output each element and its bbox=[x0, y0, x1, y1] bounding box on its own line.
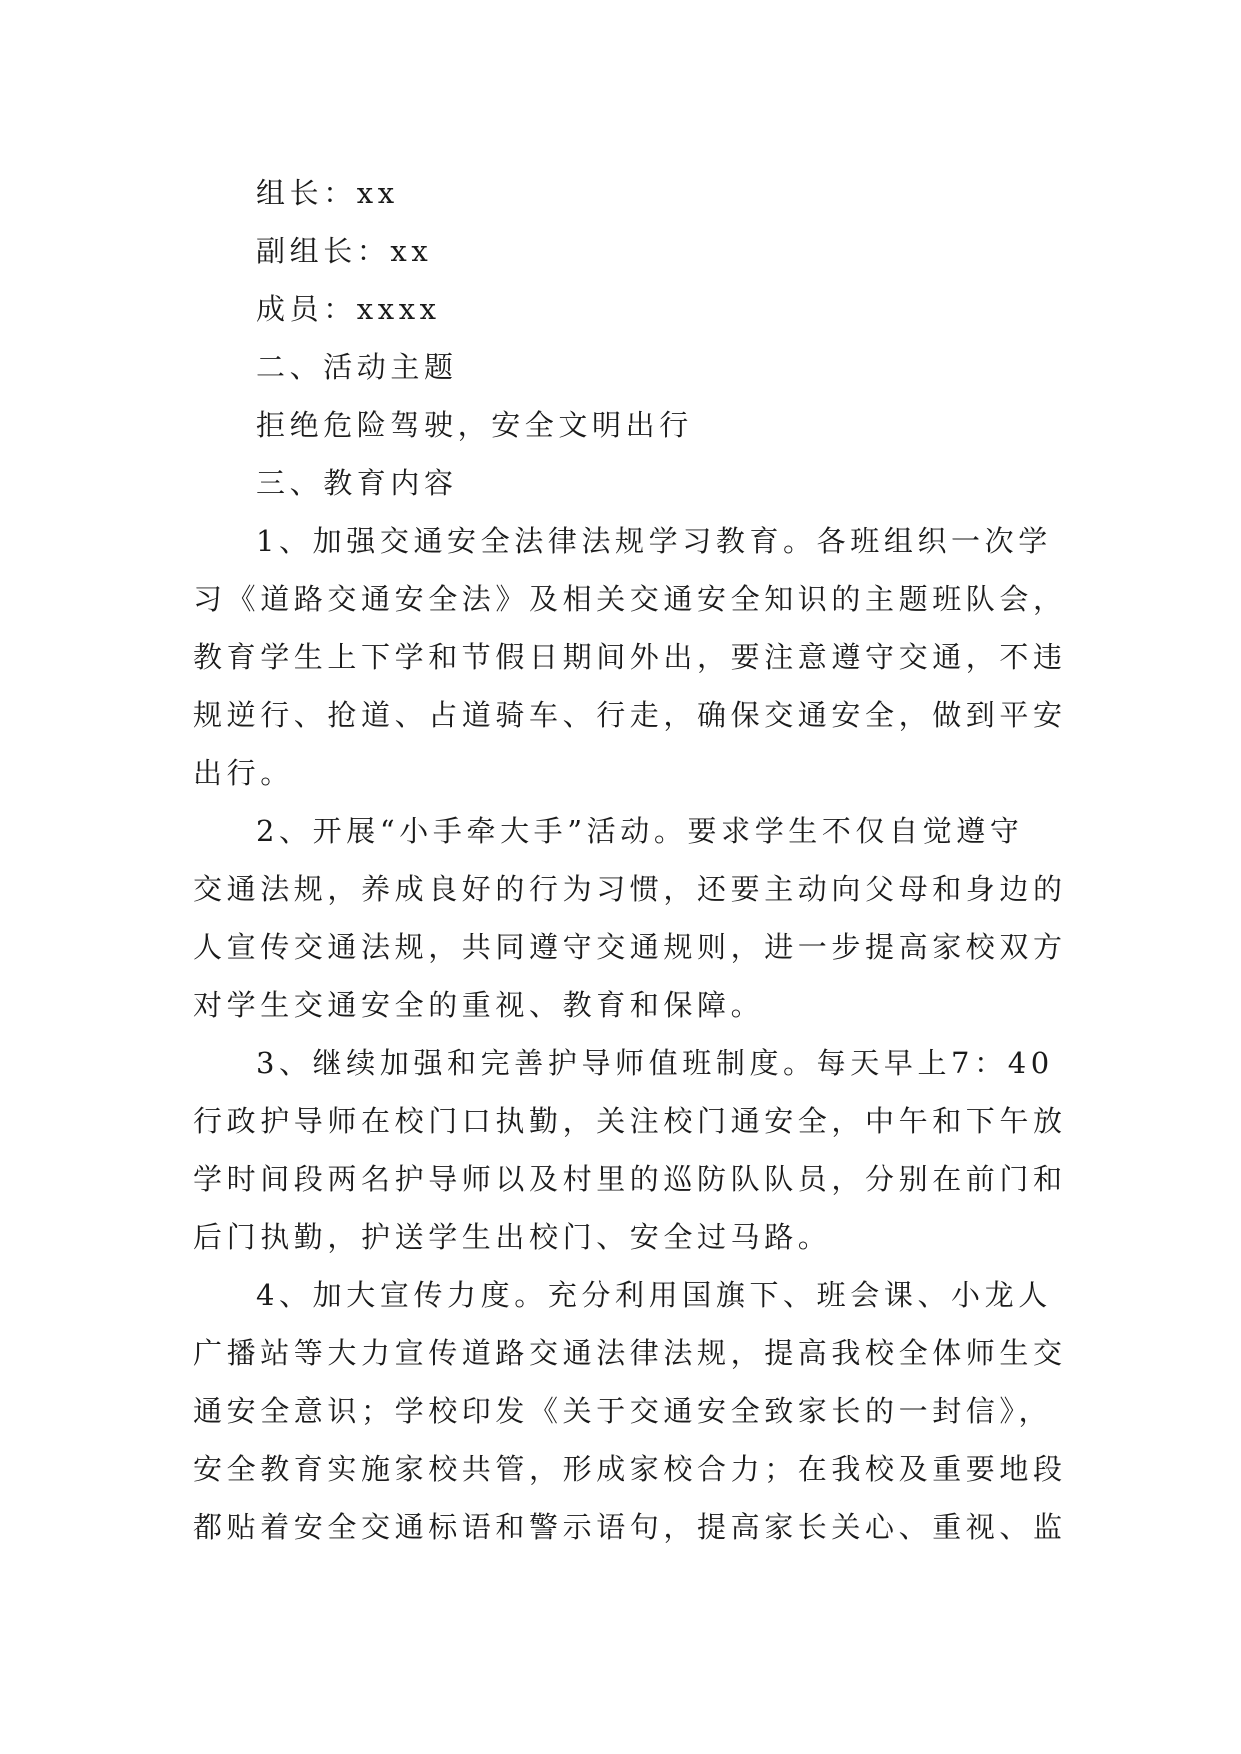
section-heading-content: 三、教育内容 bbox=[256, 466, 458, 500]
paragraph-line: 通安全意识；学校印发《关于交通安全致家长的一封信》， bbox=[193, 1394, 1053, 1428]
paragraph-line: 后门执勤，护送学生出校门、安全过马路。 bbox=[193, 1220, 832, 1254]
paragraph-line: 对学生交通安全的重视、教育和保障。 bbox=[193, 988, 765, 1022]
paragraph-2 bbox=[193, 802, 1067, 1034]
theme-text: 拒绝危险驾驶，安全文明出行 bbox=[256, 408, 693, 442]
paragraph-line: 规逆行、抢道、占道骑车、行走，确保交通安全，做到平安 bbox=[193, 698, 1067, 732]
paragraph-line: 广播站等大力宣传道路交通法律法规，提高我校全体师生交 bbox=[193, 1336, 1067, 1370]
paragraph-line: 教育学生上下学和节假日期间外出，要注意遵守交通，不违 bbox=[193, 640, 1067, 674]
paragraph-line: 学时间段两名护导师以及村里的巡防队队员，分别在前门和 bbox=[193, 1162, 1067, 1196]
members-line: 成员：xxxx bbox=[256, 292, 441, 326]
paragraph-line: 安全教育实施家校共管，形成家校合力；在我校及重要地段 bbox=[193, 1452, 1067, 1486]
paragraph-3 bbox=[193, 1034, 1067, 1266]
paragraph-line: 人宣传交通法规，共同遵守交通规则，进一步提高家校双方 bbox=[193, 930, 1067, 964]
document-body bbox=[193, 164, 1067, 1556]
paragraph-line: 2、开展“小手牵大手”活动。要求学生不仅自觉遵守 bbox=[256, 814, 1024, 848]
paragraph-line: 1、加强交通安全法律法规学习教育。各班组织一次学 bbox=[256, 524, 1052, 558]
paragraph-line: 行政护导师在校门口执勤，关注校门通安全，中午和下午放 bbox=[193, 1104, 1067, 1138]
paragraph-1 bbox=[193, 512, 1067, 802]
deputy-leader-line: 副组长：xx bbox=[256, 234, 433, 268]
paragraph-4 bbox=[193, 1266, 1067, 1556]
paragraph-line: 都贴着安全交通标语和警示语句，提高家长关心、重视、监 bbox=[193, 1510, 1067, 1544]
paragraph-line: 4、加大宣传力度。充分利用国旗下、班会课、小龙人 bbox=[256, 1278, 1052, 1312]
paragraph-line: 交通法规，养成良好的行为习惯，还要主动向父母和身边的 bbox=[193, 872, 1067, 906]
group-leader-line: 组长：xx bbox=[256, 176, 399, 210]
paragraph-line: 出行。 bbox=[193, 756, 294, 790]
paragraph-line: 3、继续加强和完善护导师值班制度。每天早上7：40 bbox=[256, 1046, 1054, 1080]
section-heading-theme: 二、活动主题 bbox=[256, 350, 458, 384]
paragraph-line: 习《道路交通安全法》及相关交通安全知识的主题班队会， bbox=[193, 582, 1067, 616]
